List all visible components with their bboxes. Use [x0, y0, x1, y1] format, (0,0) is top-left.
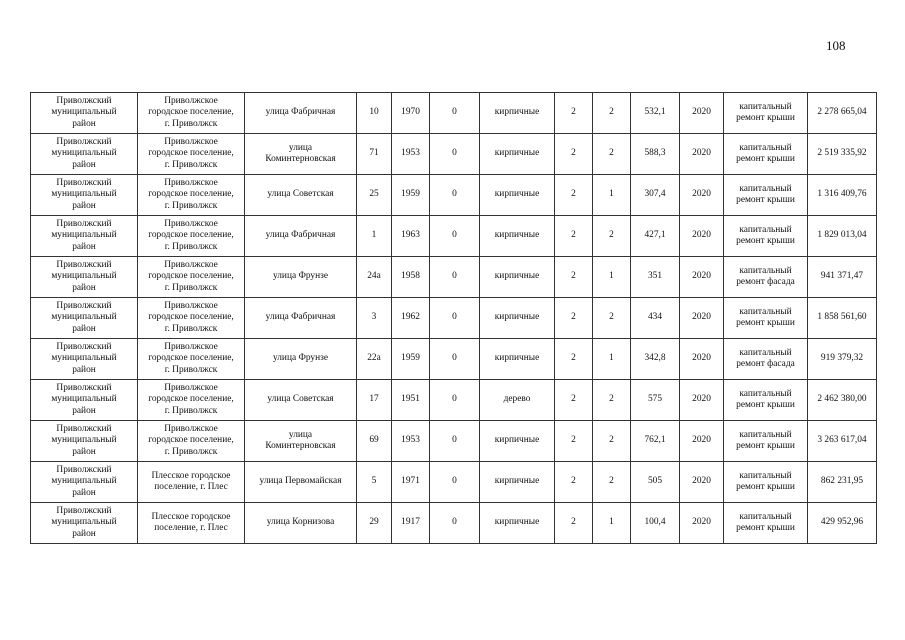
wall-material-cell: дерево: [480, 380, 555, 421]
area-cell: 434: [631, 298, 680, 339]
district-cell: Приволжский муниципальный район: [31, 216, 138, 257]
plan-year-cell: 2020: [680, 298, 724, 339]
district-cell: Приволжский муниципальный район: [31, 380, 138, 421]
build-year-cell: 1970: [392, 93, 430, 134]
cost-cell: 429 952,96: [808, 503, 877, 544]
cost-cell: 3 263 617,04: [808, 421, 877, 462]
district-cell: Приволжский муниципальный район: [31, 462, 138, 503]
floors-cell: 2: [555, 93, 593, 134]
table-row: [31, 380, 877, 421]
street-cell: улица Фабричная: [245, 93, 357, 134]
district-cell: Приволжский муниципальный район: [31, 298, 138, 339]
table-body: [31, 93, 877, 544]
entrances-cell: 1: [593, 257, 631, 298]
cost-cell: 941 371,47: [808, 257, 877, 298]
area-cell: 588,3: [631, 134, 680, 175]
plan-year-cell: 2020: [680, 380, 724, 421]
street-cell: улица Корнизова: [245, 503, 357, 544]
entrances-cell: 2: [593, 421, 631, 462]
floors-cell: 2: [555, 216, 593, 257]
table-row: [31, 216, 877, 257]
build-year-cell: 1959: [392, 175, 430, 216]
cost-cell: 1 858 561,60: [808, 298, 877, 339]
cost-cell: 862 231,95: [808, 462, 877, 503]
district-cell: Приволжский муниципальный район: [31, 421, 138, 462]
district-cell: Приволжский муниципальный район: [31, 503, 138, 544]
plan-year-cell: 2020: [680, 257, 724, 298]
house-number-cell: 10: [357, 93, 392, 134]
work-type-cell: капитальный ремонт крыши: [724, 175, 808, 216]
cost-cell: 919 379,32: [808, 339, 877, 380]
wall-material-cell: кирпичные: [480, 421, 555, 462]
settlement-cell: Приволжское городское поселение, г. Приволжск: [138, 339, 245, 380]
settlement-cell: Приволжское городское поселение, г. Приволжск: [138, 421, 245, 462]
work-type-cell: капитальный ремонт крыши: [724, 380, 808, 421]
street-cell: улица Фрунзе: [245, 257, 357, 298]
settlement-cell: Приволжское городское поселение, г. Приволжск: [138, 298, 245, 339]
work-type-cell: капитальный ремонт крыши: [724, 503, 808, 544]
plan-year-cell: 2020: [680, 339, 724, 380]
page-number: 108: [826, 38, 846, 53]
table-row: [31, 421, 877, 462]
floors-cell: 2: [555, 134, 593, 175]
area-cell: 505: [631, 462, 680, 503]
floors-cell: 2: [555, 298, 593, 339]
zero-value-cell: 0: [430, 380, 480, 421]
wall-material-cell: кирпичные: [480, 93, 555, 134]
work-type-cell: капитальный ремонт крыши: [724, 216, 808, 257]
entrances-cell: 2: [593, 298, 631, 339]
entrances-cell: 1: [593, 175, 631, 216]
house-number-cell: 22а: [357, 339, 392, 380]
floors-cell: 2: [555, 503, 593, 544]
table-row: [31, 462, 877, 503]
zero-value-cell: 0: [430, 462, 480, 503]
table-row: [31, 503, 877, 544]
wall-material-cell: кирпичные: [480, 257, 555, 298]
street-cell: улица Коминтерновская: [245, 421, 357, 462]
build-year-cell: 1953: [392, 421, 430, 462]
work-type-cell: капитальный ремонт фасада: [724, 257, 808, 298]
table-row: [31, 175, 877, 216]
work-type-cell: капитальный ремонт крыши: [724, 298, 808, 339]
wall-material-cell: кирпичные: [480, 298, 555, 339]
district-cell: Приволжский муниципальный район: [31, 93, 138, 134]
zero-value-cell: 0: [430, 503, 480, 544]
street-cell: улица Советская: [245, 175, 357, 216]
table-row: [31, 257, 877, 298]
floors-cell: 2: [555, 175, 593, 216]
floors-cell: 2: [555, 380, 593, 421]
settlement-cell: Приволжское городское поселение, г. Приволжск: [138, 93, 245, 134]
cost-cell: 1 316 409,76: [808, 175, 877, 216]
house-number-cell: 1: [357, 216, 392, 257]
district-cell: Приволжский муниципальный район: [31, 339, 138, 380]
build-year-cell: 1971: [392, 462, 430, 503]
area-cell: 100,4: [631, 503, 680, 544]
area-cell: 342,8: [631, 339, 680, 380]
district-cell: Приволжский муниципальный район: [31, 134, 138, 175]
house-number-cell: 71: [357, 134, 392, 175]
work-type-cell: капитальный ремонт крыши: [724, 421, 808, 462]
zero-value-cell: 0: [430, 216, 480, 257]
house-number-cell: 29: [357, 503, 392, 544]
settlement-cell: Приволжское городское поселение, г. Приволжск: [138, 380, 245, 421]
house-number-cell: 17: [357, 380, 392, 421]
entrances-cell: 1: [593, 339, 631, 380]
build-year-cell: 1959: [392, 339, 430, 380]
entrances-cell: 2: [593, 462, 631, 503]
floors-cell: 2: [555, 257, 593, 298]
plan-year-cell: 2020: [680, 462, 724, 503]
plan-year-cell: 2020: [680, 175, 724, 216]
entrances-cell: 2: [593, 380, 631, 421]
zero-value-cell: 0: [430, 93, 480, 134]
district-cell: Приволжский муниципальный район: [31, 257, 138, 298]
settlement-cell: Приволжское городское поселение, г. Приволжск: [138, 216, 245, 257]
area-cell: 575: [631, 380, 680, 421]
street-cell: улица Советская: [245, 380, 357, 421]
house-number-cell: 24а: [357, 257, 392, 298]
wall-material-cell: кирпичные: [480, 339, 555, 380]
settlement-cell: Приволжское городское поселение, г. Приволжск: [138, 257, 245, 298]
floors-cell: 2: [555, 462, 593, 503]
cost-cell: 1 829 013,04: [808, 216, 877, 257]
wall-material-cell: кирпичные: [480, 175, 555, 216]
house-number-cell: 5: [357, 462, 392, 503]
work-type-cell: капитальный ремонт крыши: [724, 93, 808, 134]
entrances-cell: 2: [593, 134, 631, 175]
build-year-cell: 1917: [392, 503, 430, 544]
table-row: [31, 339, 877, 380]
street-cell: улица Коминтерновская: [245, 134, 357, 175]
floors-cell: 2: [555, 339, 593, 380]
plan-year-cell: 2020: [680, 216, 724, 257]
house-number-cell: 3: [357, 298, 392, 339]
entrances-cell: 1: [593, 503, 631, 544]
zero-value-cell: 0: [430, 339, 480, 380]
street-cell: улица Фабричная: [245, 216, 357, 257]
zero-value-cell: 0: [430, 175, 480, 216]
plan-year-cell: 2020: [680, 134, 724, 175]
build-year-cell: 1953: [392, 134, 430, 175]
cost-cell: 2 278 665,04: [808, 93, 877, 134]
area-cell: 427,1: [631, 216, 680, 257]
area-cell: 532,1: [631, 93, 680, 134]
zero-value-cell: 0: [430, 257, 480, 298]
settlement-cell: Плесское городское поселение, г. Плес: [138, 503, 245, 544]
cost-cell: 2 462 380,00: [808, 380, 877, 421]
zero-value-cell: 0: [430, 298, 480, 339]
street-cell: улица Фабричная: [245, 298, 357, 339]
house-number-cell: 25: [357, 175, 392, 216]
entrances-cell: 2: [593, 216, 631, 257]
plan-year-cell: 2020: [680, 421, 724, 462]
entrances-cell: 2: [593, 93, 631, 134]
street-cell: улица Первомайская: [245, 462, 357, 503]
plan-year-cell: 2020: [680, 93, 724, 134]
build-year-cell: 1963: [392, 216, 430, 257]
house-number-cell: 69: [357, 421, 392, 462]
area-cell: 351: [631, 257, 680, 298]
cost-cell: 2 519 335,92: [808, 134, 877, 175]
street-cell: улица Фрунзе: [245, 339, 357, 380]
work-type-cell: капитальный ремонт крыши: [724, 134, 808, 175]
wall-material-cell: кирпичные: [480, 503, 555, 544]
wall-material-cell: кирпичные: [480, 462, 555, 503]
work-type-cell: капитальный ремонт крыши: [724, 462, 808, 503]
build-year-cell: 1962: [392, 298, 430, 339]
table-row: [31, 134, 877, 175]
zero-value-cell: 0: [430, 134, 480, 175]
build-year-cell: 1951: [392, 380, 430, 421]
wall-material-cell: кирпичные: [480, 216, 555, 257]
housing-repair-table: [30, 92, 877, 544]
wall-material-cell: кирпичные: [480, 134, 555, 175]
district-cell: Приволжский муниципальный район: [31, 175, 138, 216]
plan-year-cell: 2020: [680, 503, 724, 544]
settlement-cell: Плесское городское поселение, г. Плес: [138, 462, 245, 503]
table-row: [31, 298, 877, 339]
build-year-cell: 1958: [392, 257, 430, 298]
table-row: [31, 93, 877, 134]
work-type-cell: капитальный ремонт фасада: [724, 339, 808, 380]
zero-value-cell: 0: [430, 421, 480, 462]
area-cell: 762,1: [631, 421, 680, 462]
area-cell: 307,4: [631, 175, 680, 216]
floors-cell: 2: [555, 421, 593, 462]
settlement-cell: Приволжское городское поселение, г. Приволжск: [138, 175, 245, 216]
settlement-cell: Приволжское городское поселение, г. Приволжск: [138, 134, 245, 175]
